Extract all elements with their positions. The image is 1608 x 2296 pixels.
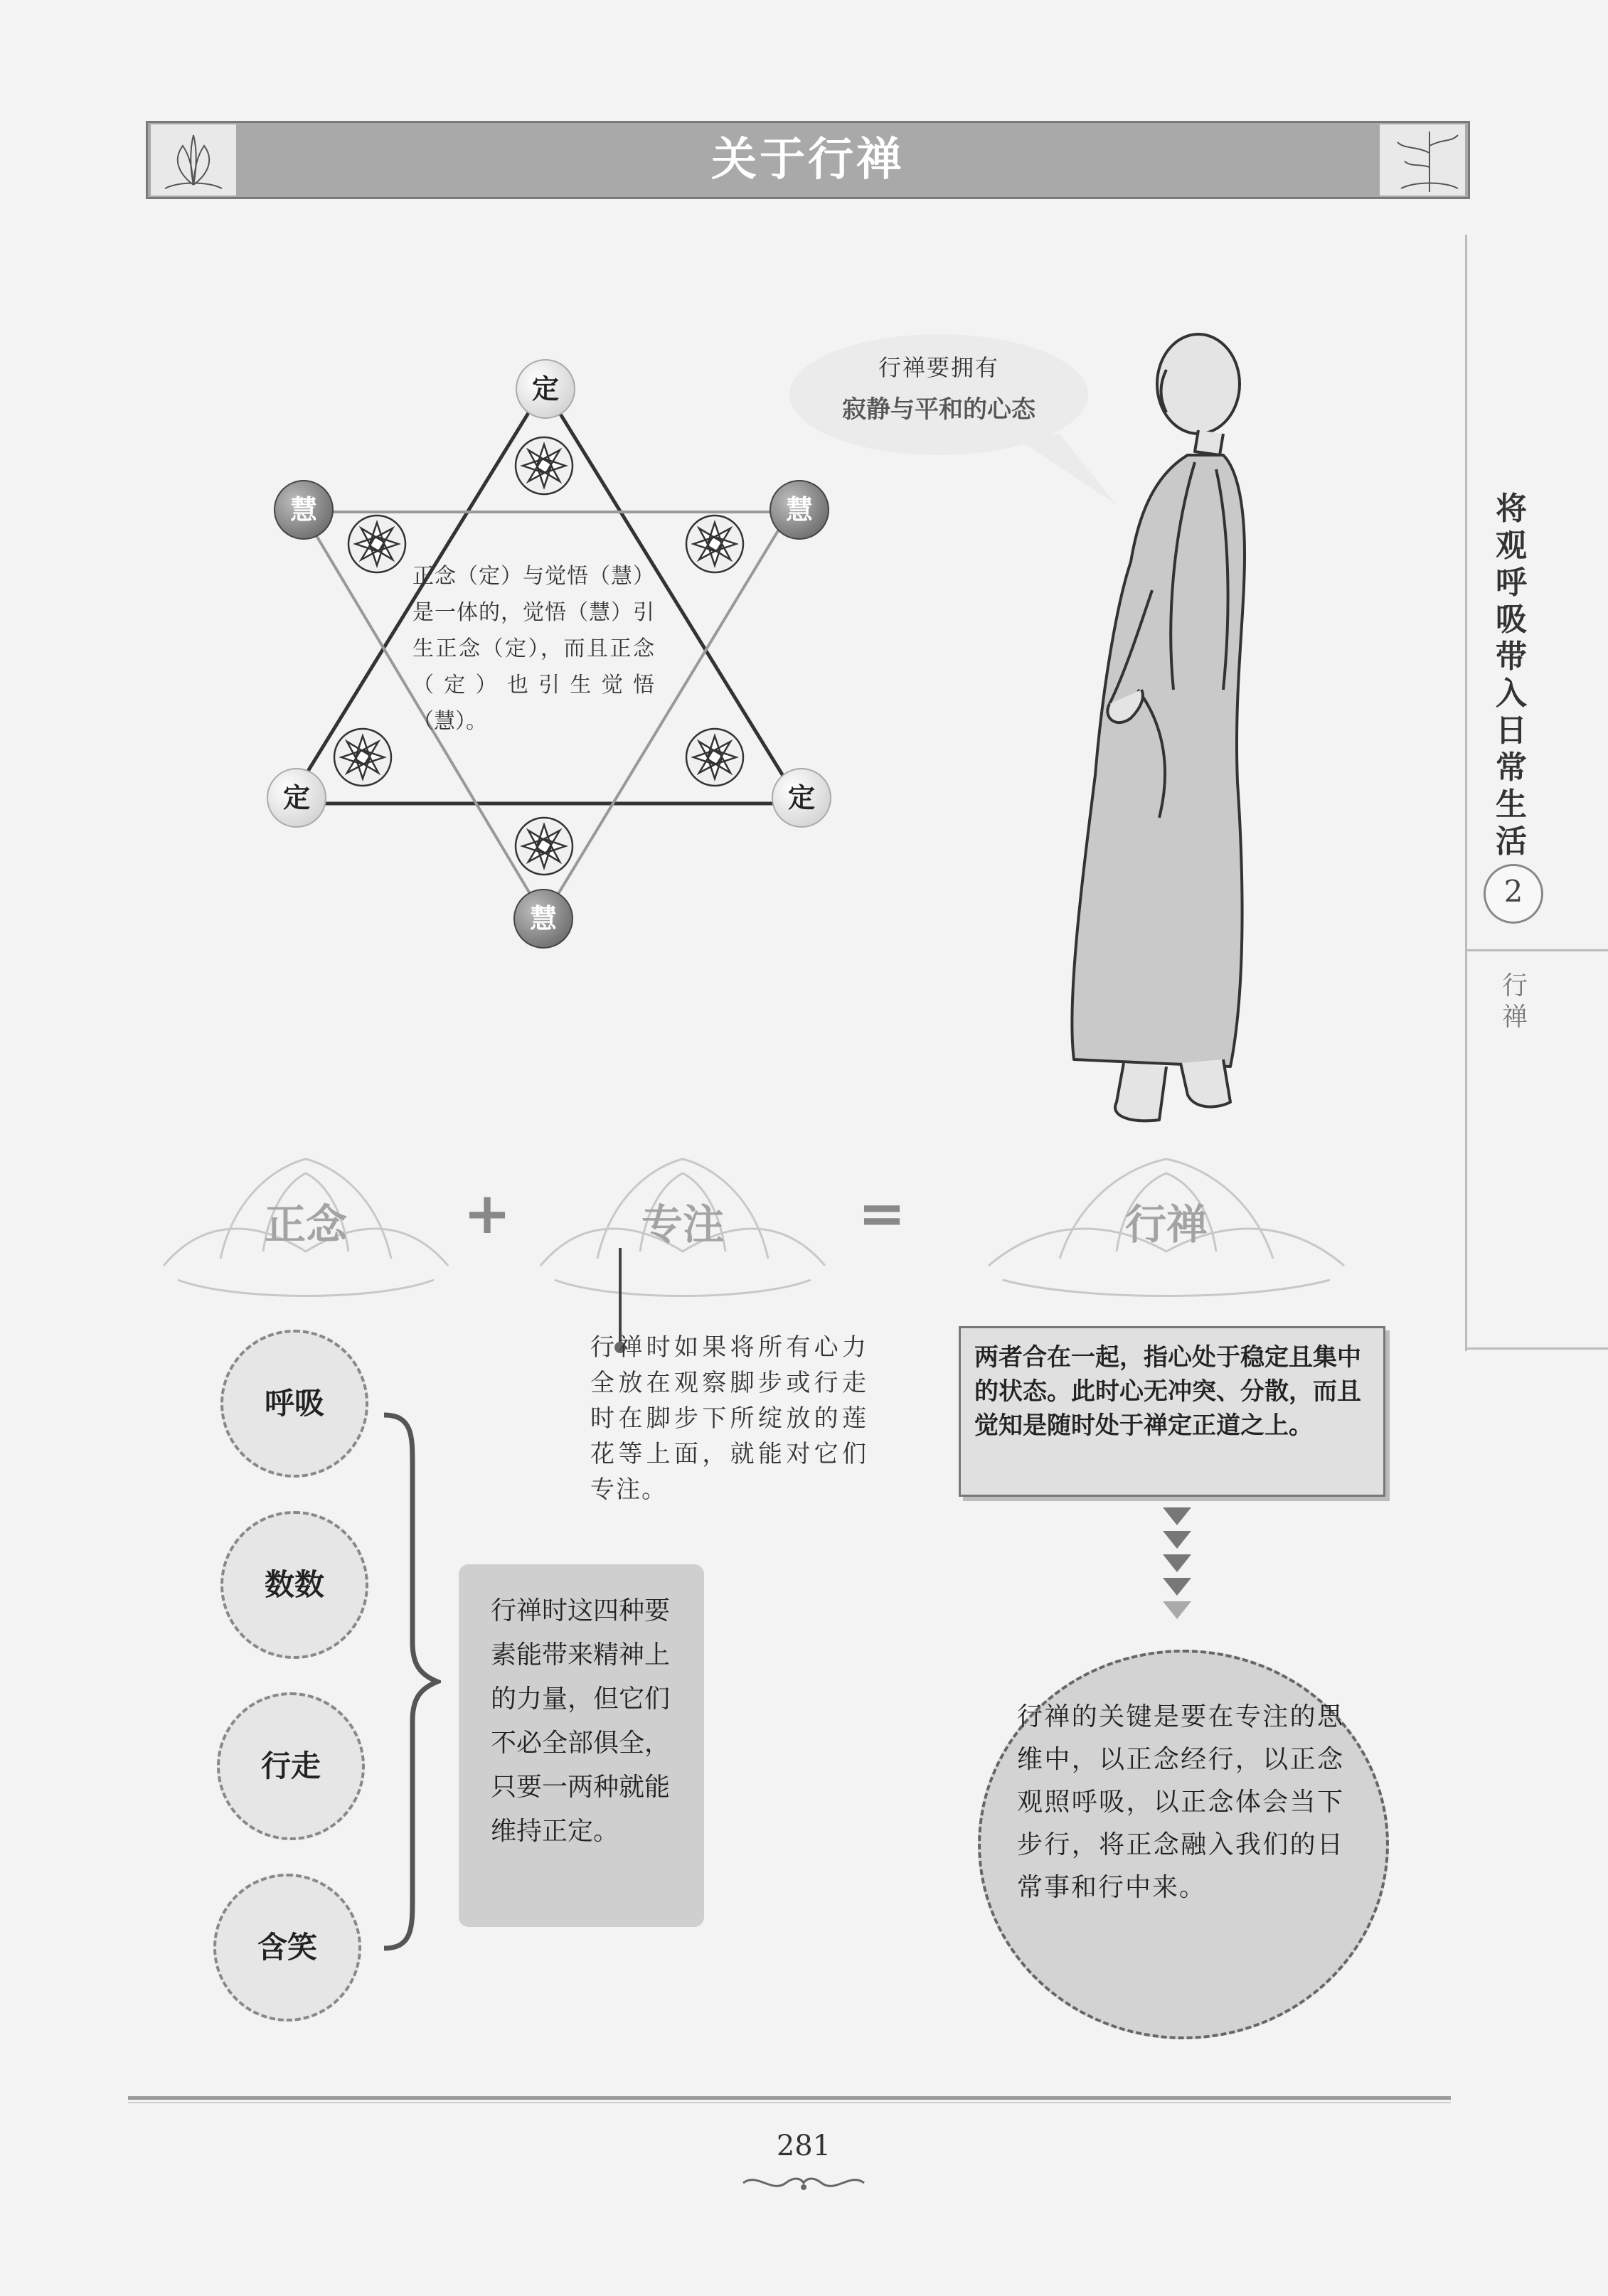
key-note: 行禅的关键是要在专注的思维中，以正念经行，以正念观照呼吸，以正念体会当下步行，将正念融入我们的日常事和行中来。 [1017,1702,1344,1902]
equation-result-walking-meditation: 行禅 [1124,1200,1208,1249]
equation-term-mindfulness: 正念 [264,1200,347,1249]
speech-line-1: 行禅要拥有 [878,354,999,381]
node-ding-lower-right: 定 [772,768,831,828]
walking-monk-illustration [1053,320,1287,1145]
equation-equals: = [858,1180,906,1246]
page-title: 关于行禅 [711,134,905,186]
margin-divider [1465,1347,1608,1350]
element-counting: 数数 [220,1511,368,1659]
combine-note: 两者合在一起，指心处于稳定且集中的状态。此时心无冲突、分散，而且觉知是随时处于禅定正道之上。 [974,1343,1361,1440]
node-ding-top: 定 [516,359,575,419]
chapter-vertical-title: 将观呼吸带入日常生活 [1496,491,1527,860]
section-subtitle: 行禅 [1501,971,1528,1032]
element-breathing: 呼吸 [220,1330,368,1478]
concentration-note: 行禅时如果将所有心力全放在观察脚步或行走时在脚步下所绽放的莲花等上面，就能对它们专注。 [590,1333,868,1504]
page-number: 281 [776,2130,831,2162]
node-hui-bottom: 慧 [513,889,573,949]
star-center-text: 正念（定）与觉悟（慧）是一体的，觉悟（慧）引生正念（定），而且正念（定）也引生觉悟（慧）。 [412,564,654,734]
equation-term-concentration: 专注 [641,1200,724,1249]
node-hui-upper-left: 慧 [274,480,334,540]
element-walking: 行走 [217,1692,365,1840]
elements-note: 行禅时这四种要素能带来精神上的力量，但它们不必全部俱全，只要一两种就能维持正定。 [491,1596,671,1846]
ornament-icon [740,2169,868,2197]
footer-rule [128,2096,1451,2100]
margin-rule [1465,235,1467,1351]
node-ding-lower-left: 定 [267,768,326,828]
chapter-number-badge: 2 [1484,864,1543,924]
footer-rule-thin [128,2102,1451,2103]
curly-brace [370,1408,441,1955]
margin-divider [1465,949,1608,951]
down-arrows [1159,1504,1195,1628]
node-hui-upper-right: 慧 [770,480,829,540]
equation-plus: + [463,1180,511,1246]
element-smiling: 含笑 [213,1874,361,2022]
speech-line-2: 寂静与平和的心态 [842,395,1035,424]
